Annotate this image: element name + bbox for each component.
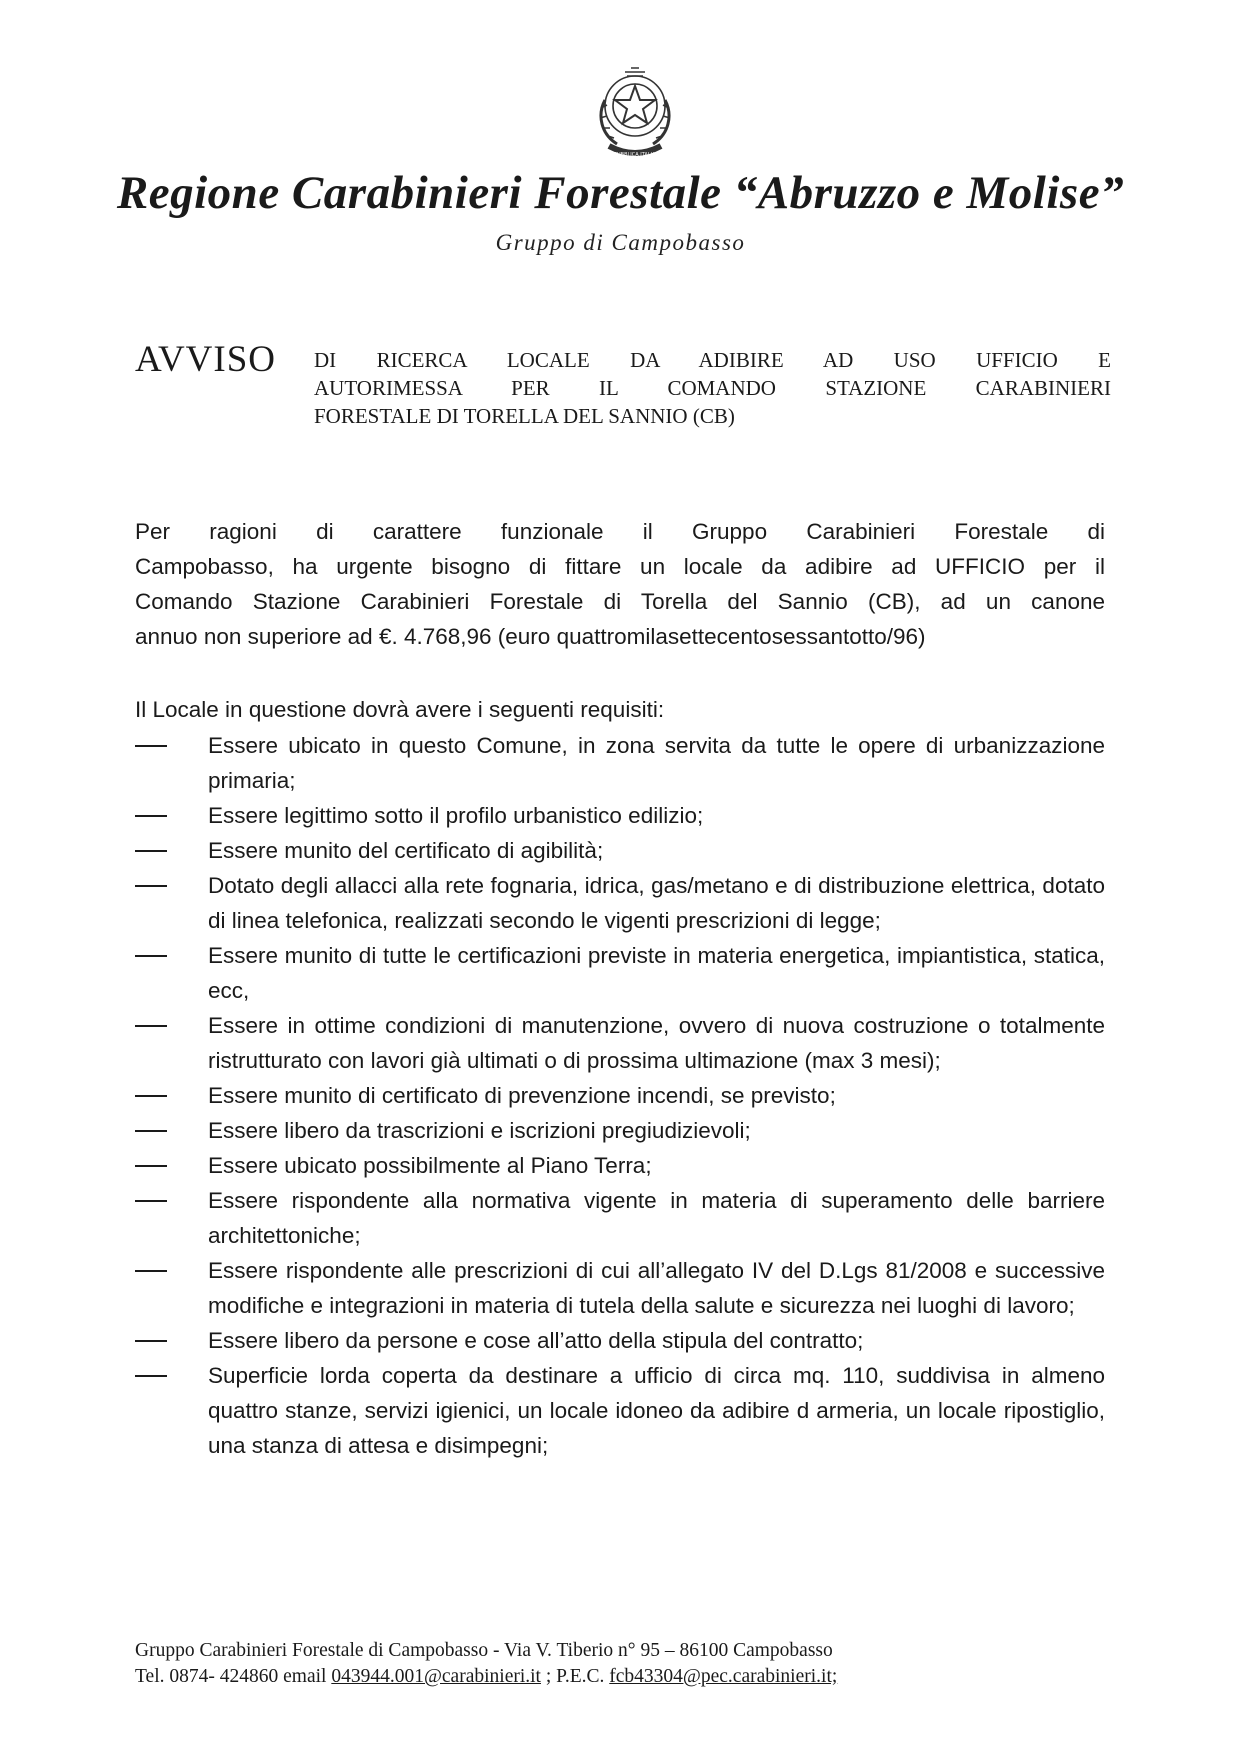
- list-item: Superficie lorda coperta da destinare a ufficio di circa mq. 110, suddivisa in almeno quattro stanze, servizi igienici, un locale idoneo da adibire d armeria, un locale ripostiglio, una stanza di attesa e disimpegni;: [208, 1363, 1105, 1458]
- list-item: Essere munito del certificato di agibilità;: [208, 838, 604, 863]
- footer: [135, 1638, 1115, 1690]
- email-link[interactable]: 043944.001@carabinieri.it: [331, 1666, 541, 1687]
- notice-subject-line: FORESTALE DI TORELLA DEL SANNIO (CB): [314, 404, 735, 428]
- italian-republic-emblem-icon: [587, 60, 683, 164]
- org-title: Regione Carabinieri Forestale “Abruzzo e Molise”: [116, 167, 1125, 219]
- org-subtitle: Gruppo di Campobasso: [495, 230, 746, 255]
- list-item: Essere munito di certificato di prevenzione incendi, se previsto;: [208, 1083, 836, 1108]
- intro-paragraph: [135, 514, 1105, 654]
- list-item: Essere libero da trascrizioni e iscrizioni pregiudizievoli;: [208, 1118, 751, 1143]
- list-item: Essere legittimo sotto il profilo urbanistico edilizio;: [208, 803, 704, 828]
- svg-text:REPUBBLICA ITALIANA: REPUBBLICA ITALIANA: [607, 152, 663, 158]
- notice-subject-line: AUTORIMESSA PER IL COMANDO STAZIONE CARABINIERI: [314, 376, 1111, 400]
- footer-address: Gruppo Carabinieri Forestale di Campobasso - Via V. Tiberio n° 95 – 86100 Campobasso: [135, 1640, 833, 1661]
- notice-word: AVVISO: [135, 339, 277, 380]
- intro-line: annuo non superiore ad €. 4.768,96 (euro quattromilasettecentosessantotto/96): [135, 624, 926, 649]
- list-item: Essere in ottime condizioni di manutenzione, ovvero di nuova costruzione o totalmente ristrutturato con lavori già ultimati o di prossima ultimazione (max 3 mesi);: [208, 1013, 1105, 1073]
- pec-link[interactable]: fcb43304@pec.carabinieri.it;: [609, 1666, 838, 1687]
- requirements-list: [135, 728, 1105, 1463]
- list-item: Essere libero da persone e cose all’atto della stipula del contratto;: [208, 1328, 864, 1353]
- notice-subject-line: DI RICERCA LOCALE DA ADIBIRE AD USO UFFICIO E: [314, 348, 1111, 372]
- pec-label: ; P.E.C.: [540, 1666, 610, 1687]
- requirements-heading: Il Locale in questione dovrà avere i seguenti requisiti:: [135, 697, 665, 722]
- notice-subject: [314, 346, 1111, 430]
- footer-tel: Tel. 0874- 424860 email: [135, 1666, 332, 1687]
- intro-line: Comando Stazione Carabinieri Forestale di Torella del Sannio (CB), ad un canone: [135, 589, 1105, 614]
- intro-line: Per ragioni di carattere funzionale il Gruppo Carabinieri Forestale di: [135, 519, 1105, 544]
- list-item: Dotato degli allacci alla rete fognaria, idrica, gas/metano e di distribuzione elettrica, dotato di linea telefonica, realizzati secondo le vigenti prescrizioni di legge;: [208, 873, 1105, 933]
- list-item: Essere rispondente alla normativa vigente in materia di superamento delle barriere architettoniche;: [208, 1188, 1105, 1248]
- list-item: Essere ubicato possibilmente al Piano Terra;: [208, 1153, 652, 1178]
- list-item: Essere ubicato in questo Comune, in zona servita da tutte le opere di urbanizzazione primaria;: [208, 733, 1105, 793]
- intro-line: Campobasso, ha urgente bisogno di fittare un locale da adibire ad UFFICIO per il: [135, 554, 1105, 579]
- footer-contacts: [135, 1664, 1115, 1690]
- list-item: Essere munito di tutte le certificazioni previste in materia energetica, impiantistica, statica, ecc,: [208, 943, 1105, 1003]
- list-item: Essere rispondente alle prescrizioni di cui all’allegato IV del D.Lgs 81/2008 e successive modifiche e integrazioni in materia di tutela della salute e sicurezza nei luoghi di lavoro;: [208, 1258, 1105, 1318]
